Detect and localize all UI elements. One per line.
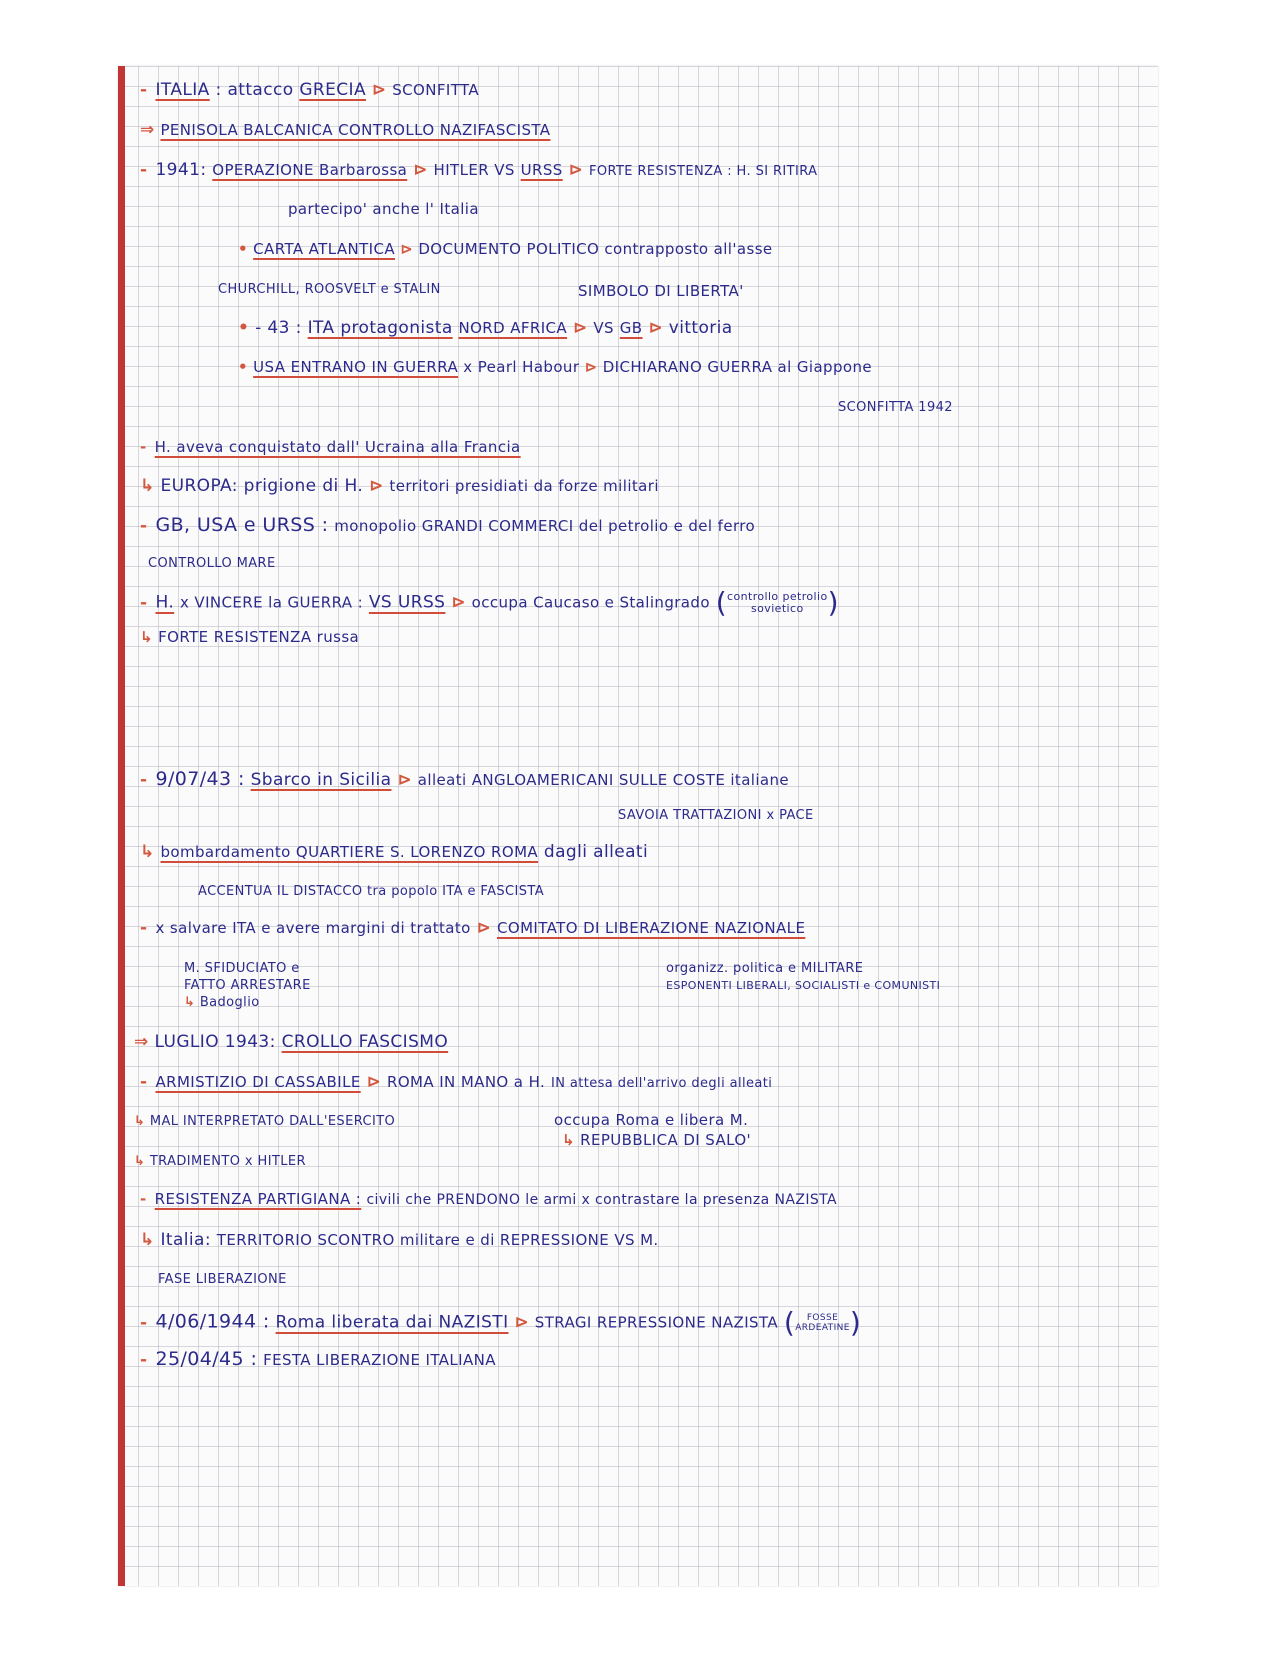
text: GRECIA xyxy=(299,80,366,100)
text: SIMBOLO DI LIBERTA' xyxy=(578,282,744,300)
text: organizz. politica e MILITARE xyxy=(666,961,864,976)
bullet-icon: • xyxy=(238,318,250,338)
line-1941 xyxy=(140,160,817,180)
line-bombardamento xyxy=(140,842,648,862)
text: ITA protagonista xyxy=(307,318,453,338)
text: x VINCERE la GUERRA : xyxy=(179,593,364,612)
text: monopolio GRANDI COMMERCI del petrolio e del ferro xyxy=(334,517,756,535)
line-fase-liberazione xyxy=(158,1272,287,1287)
text: GB xyxy=(619,319,643,337)
text: - 43 : xyxy=(255,318,302,338)
dash-icon: - xyxy=(140,592,148,613)
text: partecipo' anche l' Italia xyxy=(288,200,479,218)
line-controllo-mare xyxy=(148,556,276,571)
text: PENISOLA BALCANICA CONTROLLO NAZIFASCISTA xyxy=(160,121,551,139)
arrow-right-icon: ⊳ xyxy=(397,770,412,790)
arrow-right-icon: ⊳ xyxy=(514,1312,529,1333)
dash-icon: - xyxy=(140,438,147,456)
text: DOCUMENTO POLITICO contrapposto all'asse xyxy=(418,240,773,258)
line-penisola xyxy=(140,120,550,140)
text: 9/07/43 : xyxy=(155,768,245,790)
text: GB, USA e URSS : xyxy=(155,514,329,536)
arrow-right-icon: ⊳ xyxy=(368,476,384,496)
line-savoia xyxy=(618,808,814,823)
text: Roma liberata dai NAZISTI xyxy=(275,1312,509,1333)
line-europa-prigione xyxy=(140,476,659,496)
dash-icon: - xyxy=(140,918,148,938)
text: STRAGI REPRESSIONE NAZISTA xyxy=(534,1313,779,1332)
text: EUROPA: prigione di H. xyxy=(160,476,364,496)
return-arrow-icon: ↳ xyxy=(562,1131,575,1149)
text: territori presidiati da forze militari xyxy=(389,477,659,495)
text: 4/06/1944 : xyxy=(155,1310,270,1333)
text: TRADIMENTO x HITLER xyxy=(149,1154,306,1169)
text: FOSSE xyxy=(806,1312,839,1323)
text: LUGLIO 1943: xyxy=(154,1032,276,1052)
text: vittoria xyxy=(668,318,733,338)
return-arrow-icon: ↳ xyxy=(134,1154,146,1169)
arrow-right-icon: ⊳ xyxy=(366,1072,382,1092)
line-gb-usa-urss xyxy=(140,514,755,536)
text: COMITATO DI LIBERAZIONE NAZIONALE xyxy=(497,919,806,937)
return-arrow-icon: ↳ xyxy=(140,1230,155,1250)
text: occupa Roma e libera M. xyxy=(554,1111,749,1129)
arrow-right-icon: ⊳ xyxy=(476,918,492,938)
text: Sbarco in Sicilia xyxy=(250,770,392,790)
paren-close: ) xyxy=(827,586,839,619)
dash-icon: - xyxy=(140,160,148,180)
line-tradimento xyxy=(134,1154,306,1169)
text: x salvare ITA e avere margini di trattato xyxy=(155,919,471,937)
text: NORD AFRICA xyxy=(458,319,568,337)
text: sovietico xyxy=(751,601,804,615)
return-arrow-icon: ↳ xyxy=(140,842,155,862)
text: 25/04/45 : xyxy=(155,1348,258,1370)
arrow-right-icon: ⊳ xyxy=(451,592,466,613)
bullet-icon: • xyxy=(238,358,248,376)
text: x Pearl Habour xyxy=(463,358,580,376)
text: ROMA IN MANO a H. xyxy=(387,1073,546,1091)
line-9-07-43 xyxy=(140,768,789,790)
text: FASE LIBERAZIONE xyxy=(158,1272,287,1287)
margin-line xyxy=(118,66,125,1586)
text: TERRITORIO SCONTRO militare e di REPRESSIONE VS M. xyxy=(216,1231,659,1249)
text: OPERAZIONE Barbarossa xyxy=(212,161,408,179)
text: FESTA LIBERAZIONE ITALIANA xyxy=(263,1351,496,1369)
line-luglio-1943 xyxy=(134,1032,448,1052)
line-sconfitta-1942 xyxy=(838,400,953,415)
text: alleati ANGLOAMERICANI SULLE COSTE italiane xyxy=(417,771,790,789)
dash-icon: - xyxy=(140,1312,148,1333)
return-arrow-icon: ↳ xyxy=(140,476,155,496)
line-4-06-1944 xyxy=(140,1306,861,1339)
note-fosse-ardeatine xyxy=(795,1313,850,1333)
text: SAVOIA TRATTAZIONI x PACE xyxy=(618,808,814,823)
text: CHURCHILL, ROOSVELT e STALIN xyxy=(218,282,441,297)
text: CROLLO FASCISMO xyxy=(281,1032,449,1052)
text: FORTE RESISTENZA : H. SI RITIRA xyxy=(588,164,818,179)
dash-icon: - xyxy=(140,1072,148,1092)
text: SCONFITTA 1942 xyxy=(838,400,953,415)
arrow-right-icon: ⊳ xyxy=(413,160,428,180)
text: USA ENTRANO IN GUERRA xyxy=(253,358,459,376)
arrow-right-icon: ⊳ xyxy=(568,160,584,180)
text: CONTROLLO MARE xyxy=(148,556,276,571)
dash-icon: - xyxy=(140,1350,148,1370)
text: civili che PRENDONO le armi x contrastare la presenza NAZISTA xyxy=(366,1192,838,1208)
text: controllo petrolio xyxy=(727,589,828,603)
text: ACCENTUA IL DISTACCO tra popolo ITA e FASCISTA xyxy=(198,884,545,899)
arrow-right-icon: ⊳ xyxy=(648,318,663,338)
line-simbolo xyxy=(578,282,744,300)
text: ITALIA xyxy=(155,80,210,100)
text: SCONFITTA xyxy=(392,81,480,99)
return-arrow-icon: ↳ xyxy=(184,995,196,1010)
text: 1941: xyxy=(155,160,207,180)
bullet-icon: • xyxy=(238,240,248,258)
line-partecipo xyxy=(288,200,479,218)
text: H. xyxy=(155,592,175,613)
line-armistizio xyxy=(140,1072,772,1092)
line-h-vincere xyxy=(140,586,839,619)
text: Italia: xyxy=(160,1230,211,1250)
text: RESISTENZA PARTIGIANA : xyxy=(154,1190,362,1208)
text: ARDEATINE xyxy=(795,1322,850,1333)
line-churchill xyxy=(218,282,441,297)
text: FORTE RESISTENZA russa xyxy=(158,628,360,646)
text: occupa Caucaso e Stalingrado xyxy=(471,593,710,612)
arrow-right-icon: ⊳ xyxy=(400,240,414,258)
text: DICHIARANO GUERRA al Giappone xyxy=(602,358,873,376)
text: M. SFIDUCIATO e xyxy=(184,961,300,976)
note-mussolini-arrestato xyxy=(184,960,311,1011)
dash-icon: - xyxy=(140,80,148,100)
arrow-right-icon: ⊳ xyxy=(584,358,598,376)
text: URSS xyxy=(520,161,563,179)
dash-icon: - xyxy=(140,1190,147,1208)
line-italia-territorio xyxy=(140,1230,659,1250)
line-italia-grecia xyxy=(140,80,479,100)
line-43 xyxy=(238,318,733,338)
text: Badoglio xyxy=(199,995,260,1010)
text: H. aveva conquistato dall' Ucraina alla Francia xyxy=(154,438,521,456)
line-25-04-45 xyxy=(140,1348,496,1370)
notebook-page xyxy=(118,66,1158,1586)
paren-open: ( xyxy=(715,586,728,619)
paren-close: ) xyxy=(849,1306,862,1339)
line-forte-resistenza-russa xyxy=(140,628,359,646)
text: bombardamento QUARTIERE S. LORENZO ROMA xyxy=(160,843,539,861)
line-usa-guerra xyxy=(238,358,872,376)
text: MAL INTERPRETATO DALL'ESERCITO xyxy=(149,1114,396,1129)
text: : attacco xyxy=(215,80,294,100)
text: VS xyxy=(593,319,614,337)
text: VS URSS xyxy=(368,592,446,613)
note-comitato xyxy=(666,960,940,994)
text: CARTA ATLANTICA xyxy=(253,240,396,258)
text: ESPONENTI LIBERALI, SOCIALISTI e COMUNISTI xyxy=(666,979,941,992)
arrow-right-icon: ⊳ xyxy=(572,318,588,338)
line-accentua xyxy=(198,884,544,899)
double-arrow-icon: ⇒ xyxy=(140,120,155,140)
line-mal-interpretato xyxy=(134,1114,395,1129)
line-resistenza-partigiana xyxy=(140,1190,837,1208)
text: dagli alleati xyxy=(543,842,649,862)
text: ARMISTIZIO DI CASSABILE xyxy=(155,1073,361,1091)
return-arrow-icon: ↳ xyxy=(134,1114,146,1129)
note-occupa-roma xyxy=(554,1110,751,1150)
line-salvare-ita xyxy=(140,918,805,938)
text: IN attesa dell'arrivo degli alleati xyxy=(550,1076,773,1091)
double-arrow-icon: ⇒ xyxy=(134,1032,149,1052)
paren-open: ( xyxy=(783,1306,796,1339)
dash-icon: - xyxy=(140,770,148,790)
line-carta-atlantica xyxy=(238,240,773,258)
text: HITLER VS xyxy=(433,161,515,179)
text: REPUBBLICA DI SALO' xyxy=(580,1131,752,1149)
line-h-conquistato xyxy=(140,438,521,456)
note-controllo-petrolio xyxy=(727,591,828,615)
text: FATTO ARRESTARE xyxy=(184,978,311,993)
arrow-right-icon: ⊳ xyxy=(371,80,387,100)
return-arrow-icon: ↳ xyxy=(140,628,153,646)
dash-icon: - xyxy=(140,516,148,536)
